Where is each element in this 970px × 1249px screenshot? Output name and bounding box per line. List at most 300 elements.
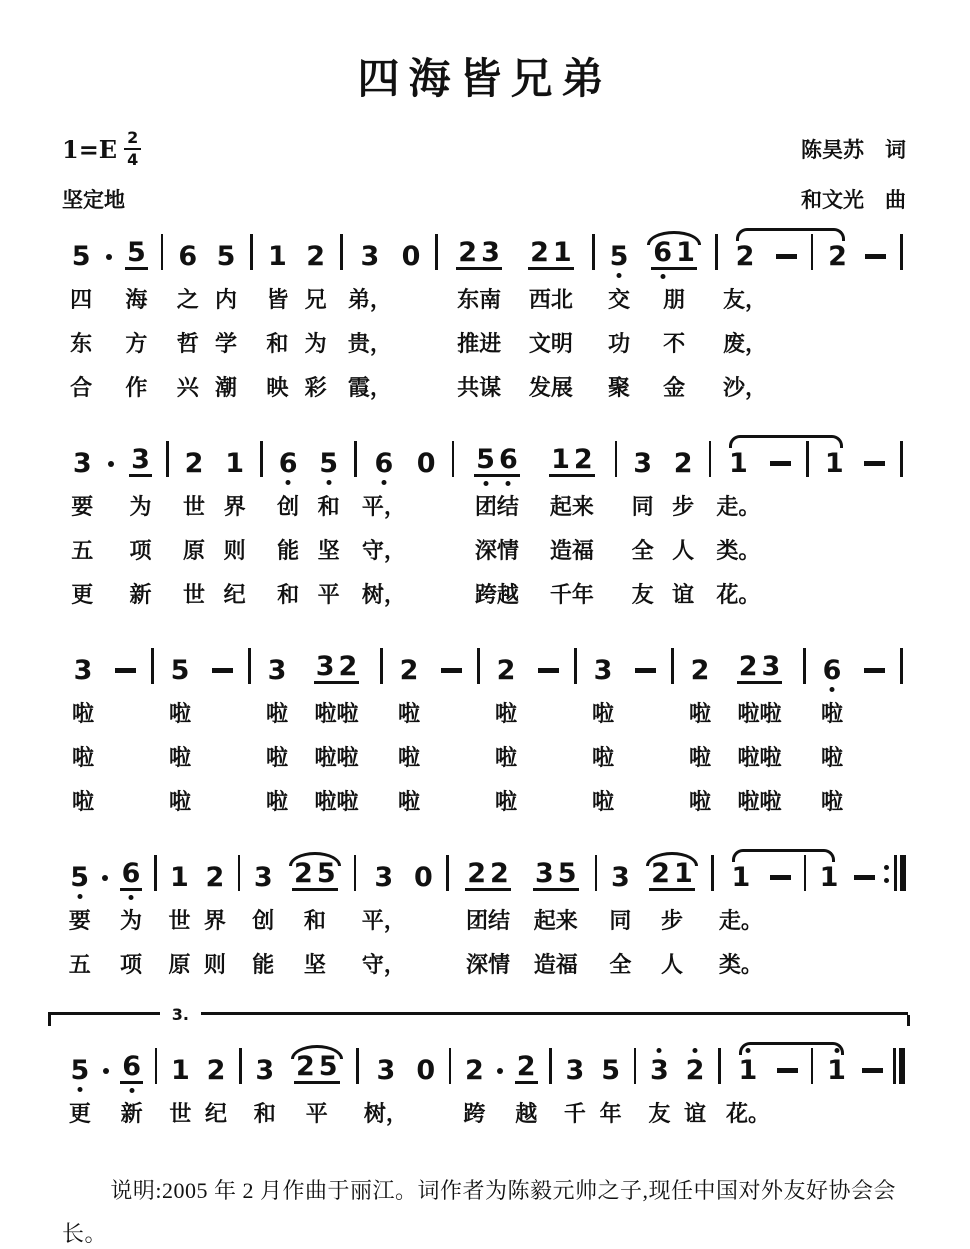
note-column xyxy=(492,1042,508,1134)
note-column xyxy=(485,642,527,822)
note-row xyxy=(183,435,206,483)
barline xyxy=(354,441,357,477)
note-column xyxy=(770,1042,806,1134)
note-digit: 2 xyxy=(690,655,710,686)
note-digit: 2 xyxy=(490,858,509,889)
note-column xyxy=(114,1042,150,1134)
note-column xyxy=(457,1042,493,1134)
dash-line xyxy=(635,668,656,673)
note-row xyxy=(900,435,903,483)
barline-column xyxy=(895,642,908,822)
note-digit: 2 xyxy=(295,1051,315,1082)
note-column xyxy=(857,228,895,408)
lyric-syllable: 啦 xyxy=(688,744,711,770)
note-row xyxy=(452,435,455,483)
note-column xyxy=(677,1042,713,1134)
measure-columns xyxy=(62,435,908,615)
lyric-syllable: 千年 xyxy=(549,581,594,607)
note-row xyxy=(718,1042,721,1090)
barline xyxy=(549,1048,552,1084)
lyric-syllable: 啦 xyxy=(820,700,843,726)
note-row xyxy=(70,228,93,276)
note-digit: 2 xyxy=(673,448,693,479)
lyric-syllable: 啦 xyxy=(71,788,94,814)
lyric-syllable: 啦 xyxy=(688,700,711,726)
lyric-syllable: 学 xyxy=(215,330,238,356)
barline-column xyxy=(544,1042,557,1134)
note-digit: 2 xyxy=(738,651,758,682)
note-digit: 5 xyxy=(70,1055,90,1086)
note-digit: 2 xyxy=(573,444,593,475)
lyric-syllable: 全 xyxy=(631,537,654,563)
note-digit: 3 xyxy=(360,241,380,272)
barline xyxy=(452,441,455,477)
lyric-syllable: 友 xyxy=(648,1100,671,1126)
note-digit: 0 xyxy=(414,862,433,893)
note-column xyxy=(198,1042,234,1134)
lyric-syllable: 起来 xyxy=(533,907,578,933)
note-column xyxy=(679,642,721,822)
lyric-syllable: 海 xyxy=(125,286,148,312)
note-digit: 3 xyxy=(73,655,93,686)
barline xyxy=(238,855,241,891)
time-signature-numerator: 2 xyxy=(124,130,141,150)
lyric-syllable: 弟， xyxy=(347,286,392,312)
barline-column xyxy=(146,642,159,822)
note-digit: 1 xyxy=(551,444,570,475)
note-row xyxy=(354,435,357,483)
augmentation-dot xyxy=(108,461,114,467)
barline xyxy=(615,441,618,477)
note-digit: 2 xyxy=(206,1055,226,1086)
lyric-syllable: 沙， xyxy=(723,374,768,400)
barline-column xyxy=(243,642,256,822)
note-column xyxy=(113,849,148,985)
note-column xyxy=(515,228,587,408)
note-row xyxy=(102,1042,110,1090)
measure-columns xyxy=(62,1042,908,1134)
note-digit: 5 xyxy=(71,241,91,272)
lyric-syllable: 要 xyxy=(71,493,94,519)
note-digit: 5 xyxy=(316,858,336,889)
note-row xyxy=(862,435,887,483)
lyric-syllable: 五 xyxy=(71,537,94,563)
note-column xyxy=(663,435,704,615)
barline xyxy=(671,648,674,684)
lyric-syllable: 霞， xyxy=(347,374,392,400)
note-digit: 6 xyxy=(498,444,518,475)
barline-column xyxy=(798,642,811,822)
lyric-syllable: 类。 xyxy=(718,951,763,977)
lyric-syllable: 皆 xyxy=(266,286,289,312)
note-column xyxy=(721,642,798,822)
barline-column xyxy=(444,1042,457,1134)
note-row xyxy=(169,1042,192,1090)
note-row xyxy=(715,228,718,276)
note-row xyxy=(446,849,449,897)
note-row xyxy=(304,228,327,276)
note-digit: 1 xyxy=(676,237,695,268)
note-column xyxy=(638,228,710,408)
note-row xyxy=(651,228,697,276)
barline xyxy=(894,855,897,891)
note-column xyxy=(162,849,197,985)
lyric-syllable: 坚 xyxy=(317,537,340,563)
lyric-syllable: 潮 xyxy=(215,374,238,400)
barline-column xyxy=(587,228,600,408)
measure-columns xyxy=(62,849,908,985)
note-column xyxy=(624,642,666,822)
note-column xyxy=(719,849,763,985)
lyric-syllable: 啦 xyxy=(265,744,288,770)
lyric-syllable: 不 xyxy=(663,330,686,356)
tie-arc xyxy=(732,849,835,862)
note-row xyxy=(709,435,712,483)
note-column xyxy=(534,435,609,615)
system-1 xyxy=(62,228,908,408)
lyric-syllable: 能 xyxy=(277,537,300,563)
note-digit: 1 xyxy=(267,241,287,272)
lyric-syllable: 合 xyxy=(70,374,93,400)
barline-column xyxy=(351,1042,364,1134)
lyric-syllable: 贵， xyxy=(347,330,392,356)
note-column xyxy=(283,1042,351,1134)
note-row xyxy=(215,228,238,276)
lyric-syllable: 跨 xyxy=(463,1100,486,1126)
lyric-syllable: 东南 xyxy=(457,286,502,312)
repeat-end-barline xyxy=(884,855,906,891)
barline-column xyxy=(349,849,362,985)
note-row xyxy=(671,642,674,690)
note-digit: 5 xyxy=(216,241,236,272)
note-digit: 3 xyxy=(761,651,781,682)
note-column xyxy=(522,849,590,985)
credits xyxy=(801,134,906,234)
barline-column xyxy=(895,435,908,615)
lyric-syllable: 和 xyxy=(277,581,300,607)
lyric-syllable: 啦啦 xyxy=(737,788,782,814)
tie-arc xyxy=(736,228,844,241)
dash-line xyxy=(865,254,886,259)
note-column xyxy=(814,435,855,615)
lyric-syllable: 啦 xyxy=(397,744,420,770)
dash-line xyxy=(538,668,559,673)
barline-column xyxy=(245,228,258,408)
lyric-syllable: 原 xyxy=(183,537,206,563)
barline xyxy=(380,648,383,684)
repeat-dots xyxy=(884,865,889,883)
lyric-syllable: 世 xyxy=(183,493,206,519)
system-5 xyxy=(62,1042,908,1134)
lyric-syllable: 推进 xyxy=(457,330,502,356)
lyric-syllable: 人 xyxy=(672,537,695,563)
note-row xyxy=(248,642,251,690)
note-digit: 1 xyxy=(170,862,189,893)
note-column xyxy=(508,1042,544,1134)
note-digit: 2 xyxy=(465,1055,484,1086)
note-row xyxy=(515,1042,538,1090)
note-row xyxy=(380,642,383,690)
lyric-syllable: 功 xyxy=(607,330,630,356)
note-digit: 2 xyxy=(184,448,204,479)
note-row xyxy=(155,1042,158,1090)
note-row xyxy=(238,849,241,897)
note-digit: 0 xyxy=(401,241,421,272)
note-digit: 1 xyxy=(170,1055,190,1086)
note-digit: 3 xyxy=(267,655,287,686)
note-digit: 2 xyxy=(651,858,670,889)
barline-column xyxy=(801,435,814,615)
dash-line xyxy=(862,1068,883,1073)
lyric-syllable: 类。 xyxy=(716,537,761,563)
barline xyxy=(161,234,164,270)
note-digit: 6 xyxy=(374,448,394,479)
note-digit: 2 xyxy=(205,862,225,893)
dash-line xyxy=(212,668,233,673)
lyric-syllable: 东 xyxy=(70,330,93,356)
barline xyxy=(803,648,806,684)
lyric-syllable: 发展 xyxy=(528,374,573,400)
note-row xyxy=(266,642,289,690)
note-row xyxy=(210,642,235,690)
lyric-syllable: 守， xyxy=(361,537,406,563)
barline xyxy=(592,234,595,270)
lyric-syllable: 花。 xyxy=(716,581,761,607)
barline-column xyxy=(806,1042,819,1134)
lyric-syllable: 树， xyxy=(363,1100,408,1126)
note-digit: 3 xyxy=(481,237,500,268)
lyric-syllable: 为 xyxy=(120,907,143,933)
lyric-syllable: 则 xyxy=(203,951,226,977)
system-3 xyxy=(62,642,908,822)
lyric-syllable: 步 xyxy=(672,493,695,519)
lyric-syllable: 啦 xyxy=(71,744,94,770)
note-row xyxy=(101,849,109,897)
note-digit: 6 xyxy=(278,448,298,479)
note-digit: 3 xyxy=(253,862,273,893)
barline xyxy=(151,648,154,684)
barline xyxy=(435,234,438,270)
note-row xyxy=(893,1042,905,1090)
note-digit: 6 xyxy=(178,241,198,272)
note-row xyxy=(474,435,520,483)
lyric-syllable: 团结 xyxy=(474,493,519,519)
lyric-syllable: 纪 xyxy=(205,1100,228,1126)
lyric-syllable: 坚 xyxy=(303,951,326,977)
lyric-syllable: 哲 xyxy=(176,330,199,356)
lyric-syllable: 越 xyxy=(515,1100,538,1126)
barline-column xyxy=(706,849,719,985)
lyric-syllable: 千 xyxy=(563,1100,586,1126)
song-title: 四海皆兄弟 xyxy=(357,54,613,103)
note-column xyxy=(201,642,243,822)
note-digit: 3 xyxy=(131,444,150,475)
note-digit: 1 xyxy=(729,448,748,479)
lyric-syllable: 步 xyxy=(660,907,683,933)
barline xyxy=(574,648,577,684)
barline-column xyxy=(149,849,162,985)
barline xyxy=(250,234,253,270)
note-row xyxy=(595,849,598,897)
note-row xyxy=(253,1042,276,1090)
note-digit: 2 xyxy=(458,237,478,268)
note-digit: 3 xyxy=(610,862,630,893)
barline xyxy=(900,234,903,270)
note-column xyxy=(430,642,472,822)
note-column xyxy=(642,1042,678,1134)
lyric-syllable: 新 xyxy=(129,581,152,607)
lyric-syllable: 团结 xyxy=(466,907,511,933)
note-column xyxy=(622,435,663,615)
note-row xyxy=(151,642,154,690)
barline xyxy=(715,234,718,270)
note-row xyxy=(223,435,246,483)
lyric-syllable: 啦 xyxy=(168,744,191,770)
note-row xyxy=(354,849,357,897)
lyric-syllable: 啦 xyxy=(71,700,94,726)
lyric-syllable: 创 xyxy=(277,493,300,519)
note-row xyxy=(631,435,654,483)
barline-column xyxy=(446,435,459,615)
lyric-syllable: 啦啦 xyxy=(314,700,359,726)
lyric-syllable: 造福 xyxy=(549,537,594,563)
lyric-syllable: 和 xyxy=(253,1100,276,1126)
barline xyxy=(595,855,598,891)
lyric-syllable: 更 xyxy=(68,1100,91,1126)
lyric-syllable: 啦 xyxy=(494,744,517,770)
lyricist-credit: 陈昊苏 词 xyxy=(801,139,906,162)
note-column xyxy=(298,642,375,822)
measure-columns xyxy=(62,642,908,822)
note-row xyxy=(129,435,152,483)
note-row xyxy=(400,228,423,276)
barline-column xyxy=(335,228,348,408)
barline xyxy=(711,855,714,891)
note-column xyxy=(443,228,515,408)
score-header xyxy=(62,130,908,222)
note-row xyxy=(398,642,421,690)
lyric-syllable: 起来 xyxy=(549,493,594,519)
barline-column xyxy=(703,435,716,615)
note-row xyxy=(439,642,464,690)
barline xyxy=(239,1048,242,1084)
lyric-syllable: 兴 xyxy=(176,374,199,400)
note-digit: 3 xyxy=(72,448,92,479)
note-digit: 2 xyxy=(735,241,755,272)
note-column xyxy=(459,435,534,615)
barline-column xyxy=(609,435,622,615)
note-row xyxy=(633,642,658,690)
volta-label: 3. xyxy=(160,1005,201,1024)
lyric-syllable: 深情 xyxy=(466,951,511,977)
note-column xyxy=(364,1042,408,1134)
note-row xyxy=(105,228,113,276)
note-column xyxy=(120,435,161,615)
lyric-syllable: 啦 xyxy=(688,788,711,814)
note-row xyxy=(672,435,695,483)
note-row xyxy=(414,1042,437,1090)
barline-column xyxy=(430,228,443,408)
lyric-syllable: 友， xyxy=(723,286,768,312)
note-column xyxy=(62,849,97,985)
barline xyxy=(356,1048,359,1084)
note-row xyxy=(549,435,595,483)
score xyxy=(62,228,908,1134)
note-row xyxy=(113,642,138,690)
note-column xyxy=(723,228,767,408)
key-signature xyxy=(62,130,908,168)
lyric-syllable: 造福 xyxy=(533,951,578,977)
barline-column xyxy=(895,228,908,408)
barline-column xyxy=(234,1042,247,1134)
lyric-syllable: 啦 xyxy=(265,788,288,814)
tie-arc xyxy=(739,1042,844,1055)
lyric-syllable: 平 xyxy=(305,1100,328,1126)
note-digit: 5 xyxy=(127,237,146,268)
note-digit: 5 xyxy=(476,444,495,475)
note-row xyxy=(689,642,712,690)
note-row xyxy=(239,1042,242,1090)
barline xyxy=(354,855,357,891)
note-digit: 2 xyxy=(828,241,847,272)
lyric-syllable: 啦啦 xyxy=(737,700,782,726)
tempo-marking: 坚定地 xyxy=(62,189,125,212)
dash-line xyxy=(777,1068,798,1073)
lyric-syllable: 深情 xyxy=(474,537,519,563)
note-row xyxy=(574,642,577,690)
note-row xyxy=(169,642,192,690)
note-column xyxy=(174,435,215,615)
note-column xyxy=(62,1042,98,1134)
note-row xyxy=(358,228,381,276)
lyric-syllable: 啦 xyxy=(494,788,517,814)
note-row xyxy=(277,435,300,483)
barline xyxy=(155,1048,158,1084)
note-row xyxy=(649,849,695,897)
note-row xyxy=(648,1042,671,1090)
note-column xyxy=(117,228,155,408)
note-row xyxy=(72,642,95,690)
lyric-syllable: 啦 xyxy=(265,700,288,726)
barline xyxy=(248,648,251,684)
lyric-syllable: 走。 xyxy=(716,493,761,519)
dash-line xyxy=(770,461,791,466)
system-2 xyxy=(62,435,908,615)
note-row xyxy=(205,1042,228,1090)
note-digit: 1 xyxy=(731,862,751,893)
barline xyxy=(634,1048,637,1084)
note-column xyxy=(726,1042,770,1134)
measure-columns xyxy=(62,228,908,408)
barline-column xyxy=(375,642,388,822)
note-row xyxy=(615,435,618,483)
barline-column xyxy=(255,435,268,615)
lyric-syllable: 年 xyxy=(599,1100,622,1126)
lyric-syllable: 啦啦 xyxy=(314,788,359,814)
note-digit: 5 xyxy=(70,862,90,893)
lyric-syllable: 五 xyxy=(68,951,91,977)
note-column xyxy=(104,642,146,822)
dash-line xyxy=(770,875,791,880)
note-digit: 2 xyxy=(399,655,419,686)
barline xyxy=(260,441,263,477)
lyric-syllable: 朋 xyxy=(663,286,686,312)
note-digit: 1 xyxy=(225,448,244,479)
lyric-syllable: 界 xyxy=(203,907,226,933)
note-row xyxy=(477,642,480,690)
lyric-syllable: 谊 xyxy=(672,581,695,607)
lyric-syllable: 作 xyxy=(125,374,148,400)
